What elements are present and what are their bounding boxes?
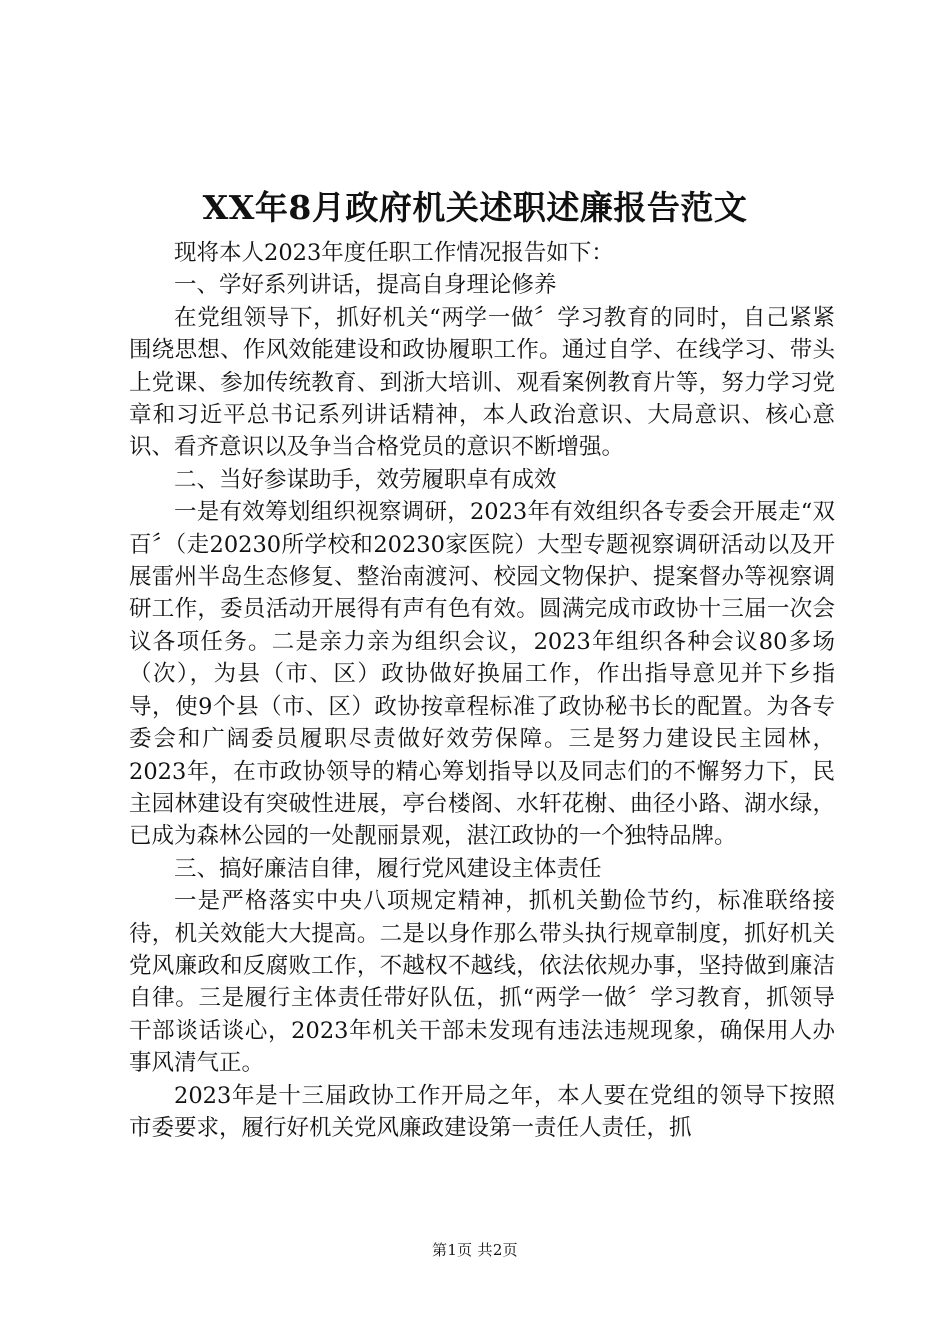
closing-paragraph: 2023年是十三届政协工作开局之年，本人要在党组的领导下按照市委要求，履行好机关党风廉政建设第一责任人责任，抓 <box>129 1082 835 1141</box>
section-heading-2: 二、当好参谋助手，效劳履职卓有成效 <box>174 466 557 493</box>
section-heading-1: 一、学好系列讲话，提高自身理论修养 <box>174 272 557 299</box>
document-body <box>129 237 835 1144</box>
intro-paragraph: 现将本人2023年度任职工作情况报告如下： <box>174 240 614 266</box>
section-paragraph-2: 一是有效筹划组织视察调研，2023年有效组织各专委会开展走“双百〞（走20230所学校和20230家医院）大型专题视察调研活动以及开展雷州半岛生态修复、整治南渡河、校园文物保护、提案督办等视察调研工作，委员活动开展得有声有色有效。圆满完成市政协十三届一次会议各项任务。二是亲力亲为组织会议，2023年组织各种会议80多场（次），为县（市、区）政协做好换届工作，作出指导意见并下乡指导，使9个县（市、区）政协按章程标准了政协秘书长的配置。为各专委会和广阔委员履职尽责做好效劳保障。三是努力建设民主园林，2023年，在市政协领导的精心筹划指导以及同志们的不懈努力下，民主园林建设有突破性进展，亭台楼阁、水轩花榭、曲径小路、湖水绿，已成为森林公园的一处靓丽景观，湛江政协的一个独特品牌。 <box>129 499 835 850</box>
section-paragraph-3: 一是严格落实中央八项规定精神，抓机关勤俭节约，标准联络接待，机关效能大大提高。二是以身作那么带头执行规章制度，抓好机关党风廉政和反腐败工作，不越权不越线，依法依规办事，坚持做到廉洁自律。三是履行主体责任带好队伍，抓“两学一做〞学习教育，抓领导干部谈话谈心，2023年机关干部未发现有违法违规现象，确保用人办事风清气正。 <box>129 888 835 1077</box>
page-footer: 第1页 共2页 <box>432 1241 518 1259</box>
section-heading-3: 三、搞好廉洁自律，履行党风建设主体责任 <box>174 855 602 882</box>
section-paragraph-1: 在党组领导下，抓好机关“两学一做〞学习教育的同时，自己紧紧围绕思想、作风效能建设和政协履职工作。通过自学、在线学习、带头上党课、参加传统教育、到浙大培训、观看案例教育片等，努力学习党章和习近平总书记系列讲话精神，本人政治意识、大局意识、核心意识、看齐意识以及争当合格党员的意识不断增强。 <box>129 304 835 461</box>
document-title: XX年8月政府机关述职述廉报告范文 <box>202 188 748 227</box>
